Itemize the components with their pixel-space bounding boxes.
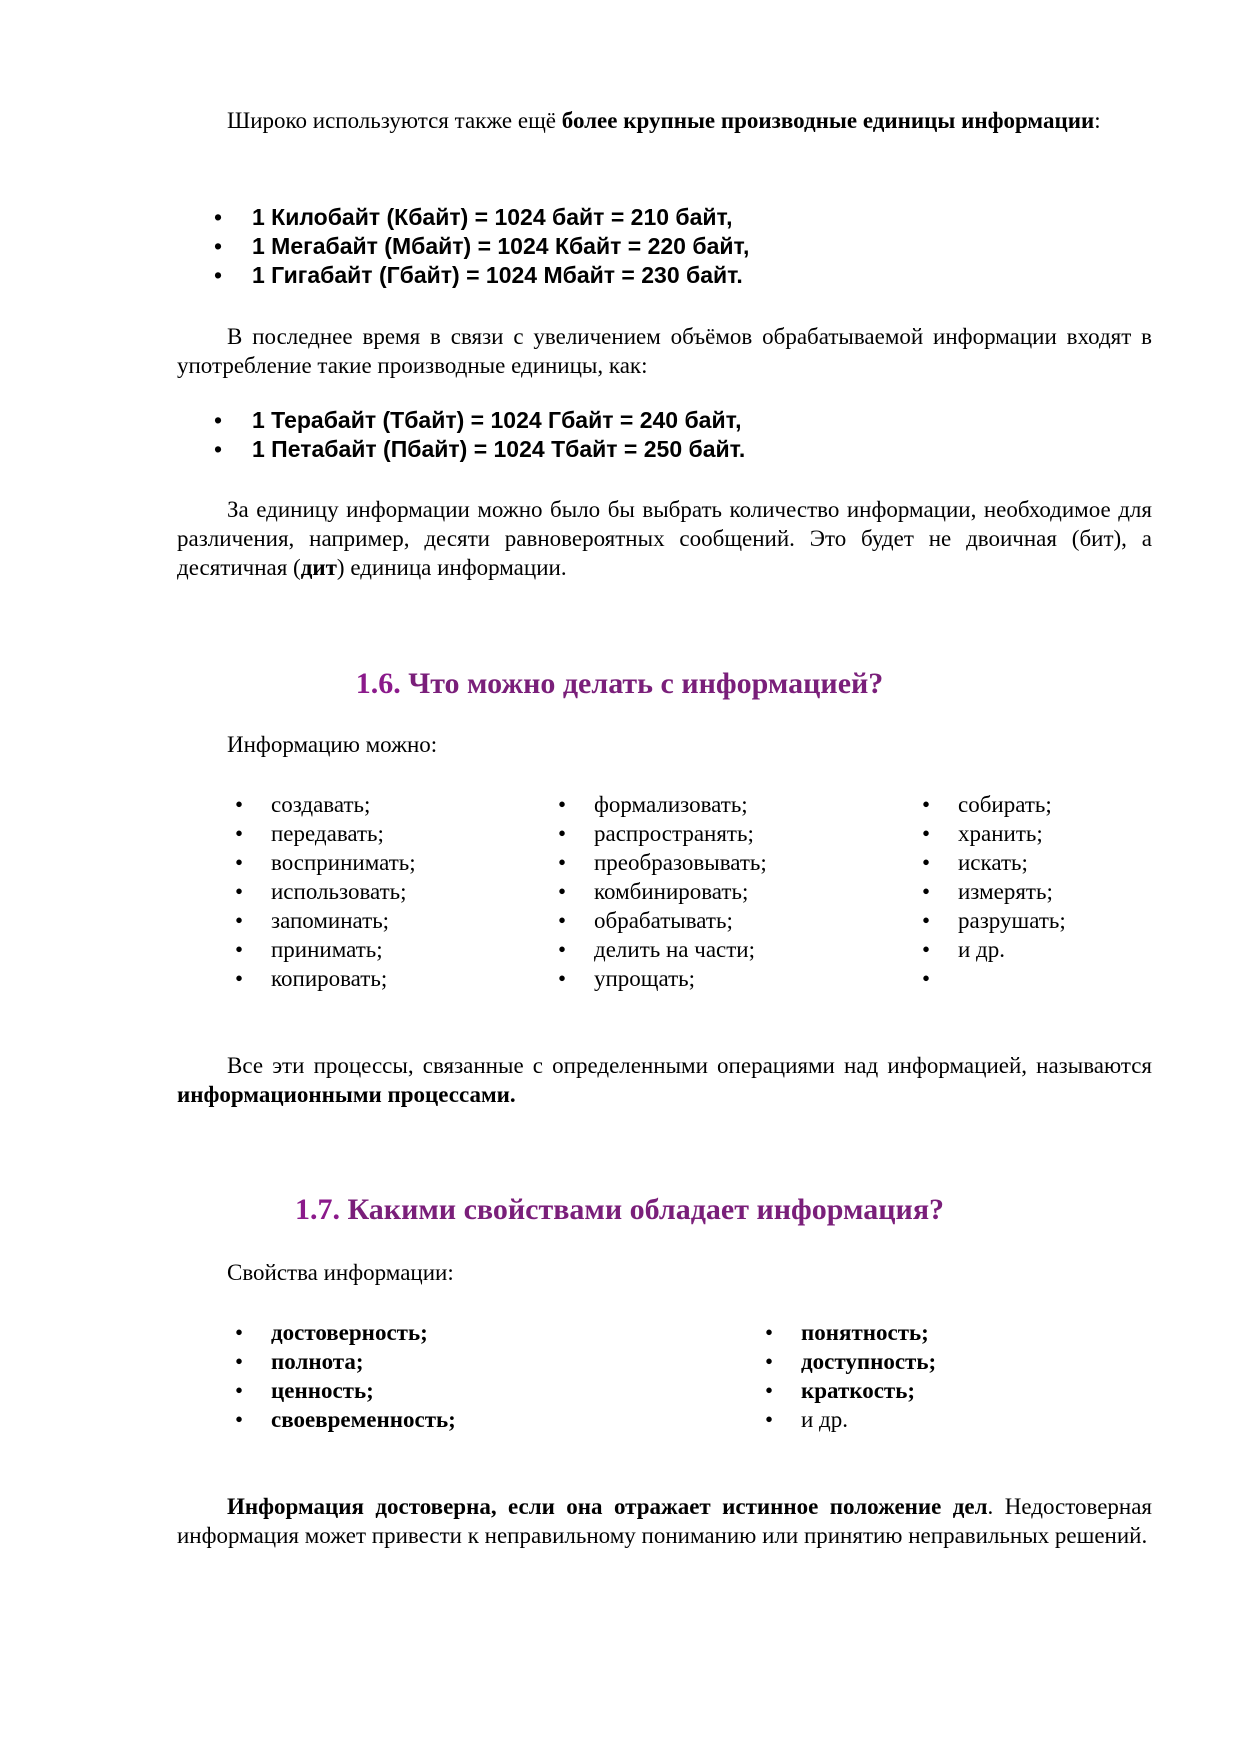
intro-text: Широко используются также ещё	[227, 108, 562, 133]
heading-title: Что можно делать с информацией?	[400, 667, 884, 700]
list-item-text: копировать;	[271, 966, 388, 991]
list-item-text: распространять;	[594, 821, 754, 846]
units-list-1	[210, 203, 1110, 290]
bullet-icon: •	[765, 1378, 774, 1403]
list-item-text: обрабатывать;	[594, 908, 733, 933]
heading-title: Какими свойствами обладает информация?	[339, 1193, 945, 1226]
list-item-text: искать;	[958, 850, 1028, 875]
list-item	[235, 1405, 456, 1434]
list-item-text: преобразовывать;	[594, 850, 767, 875]
bullet-icon: •	[922, 850, 931, 875]
list-item	[922, 877, 1066, 906]
list-item	[922, 935, 1066, 964]
bullet-icon: •	[765, 1349, 774, 1374]
list-item-text: ценность;	[271, 1378, 374, 1403]
bullet-icon: •	[558, 792, 567, 817]
reliable-text: . Недостоверная информация может привести к неправильному пониманию или принятию неправильных решений.	[177, 1494, 1153, 1548]
list-item	[235, 906, 416, 935]
bullet-icon: •	[558, 908, 567, 933]
bullet-icon: •	[558, 879, 567, 904]
list-item-text: 1 Терабайт (Тбайт) = 1024 Гбайт = 240 байт,	[252, 407, 742, 433]
list-item-text: комбинировать;	[594, 879, 749, 904]
list-item	[922, 906, 1066, 935]
list-item-text: передавать;	[271, 821, 384, 846]
list-item	[558, 877, 767, 906]
list-item-text: создавать;	[271, 792, 371, 817]
section-heading-1-7	[0, 1192, 1239, 1228]
list-item	[235, 964, 416, 993]
list-item	[922, 819, 1066, 848]
list-item	[210, 261, 1110, 290]
bullet-icon: •	[214, 436, 223, 462]
list-item-text: использовать;	[271, 879, 407, 904]
dit-paragraph	[177, 495, 1152, 582]
list-item-text: понятность;	[801, 1320, 929, 1345]
list-item	[558, 906, 767, 935]
bullet-icon: •	[214, 204, 223, 230]
actions-column-2	[558, 790, 767, 993]
list-item-text: краткость;	[801, 1378, 916, 1403]
dit-text-before: За единицу информации можно было бы выбрать количество информации, необходимое для различения, например, десяти равновероятных сообщений. Это будет не двоичная (бит), а десятичная (	[177, 497, 1152, 580]
list-item-text: разрушать;	[958, 908, 1066, 933]
list-item	[765, 1376, 936, 1405]
list-item-text: хранить;	[958, 821, 1043, 846]
list-item	[235, 848, 416, 877]
bullet-icon: •	[235, 908, 244, 933]
list-item-text: и др.	[801, 1407, 849, 1432]
processes-bold-text: информационными процессами.	[177, 1082, 516, 1107]
bullet-icon: •	[235, 1349, 244, 1374]
list-item	[922, 790, 1066, 819]
bullet-icon: •	[765, 1407, 774, 1432]
list-item	[235, 1318, 456, 1347]
list-item	[210, 435, 1110, 464]
list-item-text: измерять;	[958, 879, 1053, 904]
list-item	[235, 935, 416, 964]
list-item	[922, 848, 1066, 877]
list-item	[235, 790, 416, 819]
list-item-text: своевременность;	[271, 1407, 456, 1432]
bullet-icon: •	[922, 821, 931, 846]
list-item	[558, 790, 767, 819]
bullet-icon: •	[765, 1320, 774, 1345]
bullet-icon: •	[558, 966, 567, 991]
reliable-bold-text: Информация достоверна, если она отражает истинное положение дел	[227, 1494, 988, 1519]
list-item-text: полнота;	[271, 1349, 364, 1374]
list-item-text: принимать;	[271, 937, 383, 962]
reliable-paragraph	[177, 1492, 1152, 1550]
bullet-icon: •	[235, 850, 244, 875]
list-item	[558, 819, 767, 848]
list-item-text: доступность;	[801, 1349, 937, 1374]
bullet-icon: •	[235, 1320, 244, 1345]
list-item	[558, 935, 767, 964]
bullet-icon: •	[214, 262, 223, 288]
list-item	[235, 819, 416, 848]
processes-paragraph	[177, 1051, 1152, 1109]
bullet-icon: •	[922, 937, 931, 962]
heading-number: 1.7.	[294, 1193, 340, 1226]
bullet-icon: •	[235, 937, 244, 962]
bullet-icon: •	[235, 792, 244, 817]
list-item-text: 1 Килобайт (Кбайт) = 1024 байт = 210 байт,	[252, 204, 733, 230]
list-item-text: и др.	[958, 937, 1006, 962]
units-list-2	[210, 406, 1110, 464]
list-item	[210, 232, 1110, 261]
list-item-text: запоминать;	[271, 908, 390, 933]
dit-text-after: ) единица информации.	[336, 555, 567, 580]
list-item-text: собирать;	[958, 792, 1052, 817]
bullet-icon: •	[922, 792, 931, 817]
section-17-lead: Свойства информации:	[227, 1260, 454, 1285]
bullet-icon: •	[235, 879, 244, 904]
actions-column-3	[922, 790, 1066, 993]
list-item	[558, 848, 767, 877]
bullet-icon: •	[235, 821, 244, 846]
heading-number: 1.6.	[355, 667, 401, 700]
list-item	[235, 1376, 456, 1405]
list-item	[210, 203, 1110, 232]
list-item-text: 1 Мегабайт (Мбайт) = 1024 Кбайт = 220 байт,	[252, 233, 750, 259]
list-item-text: делить на части;	[594, 937, 755, 962]
actions-column-1	[235, 790, 416, 993]
list-item	[922, 964, 1066, 993]
bullet-icon: •	[235, 966, 244, 991]
bullet-icon: •	[922, 879, 931, 904]
list-item-text: 1 Петабайт (Пбайт) = 1024 Тбайт = 250 байт.	[252, 436, 746, 462]
properties-column-1	[235, 1318, 456, 1434]
dit-bold-text: дит	[300, 555, 337, 580]
bullet-icon: •	[235, 1378, 244, 1403]
list-item-text: 1 Гигабайт (Гбайт) = 1024 Мбайт = 230 байт.	[252, 262, 743, 288]
properties-column-2	[765, 1318, 936, 1434]
list-item-text: формализовать;	[594, 792, 748, 817]
list-item	[765, 1347, 936, 1376]
list-item-text: воспринимать;	[271, 850, 416, 875]
list-item	[558, 964, 767, 993]
bullet-icon: •	[558, 821, 567, 846]
list-item-text: упрощать;	[594, 966, 696, 991]
bullet-icon: •	[214, 233, 223, 259]
bullet-icon: •	[558, 850, 567, 875]
processes-text: Все эти процессы, связанные с определенными операциями над информацией, называются	[227, 1053, 1152, 1078]
bullet-icon: •	[922, 908, 931, 933]
section-heading-1-6	[0, 666, 1239, 702]
list-item	[235, 1347, 456, 1376]
intro-bold-text: более крупные производные единицы информации	[561, 108, 1095, 133]
bullet-icon: •	[558, 937, 567, 962]
recent-paragraph: В последнее время в связи с увеличением объёмов обрабатываемой информации входят в употребление такие производные единицы, как:	[177, 324, 1152, 378]
list-item	[210, 406, 1110, 435]
bullet-icon: •	[214, 407, 223, 433]
intro-paragraph	[177, 106, 1152, 135]
list-item	[765, 1405, 936, 1434]
intro-tail: :	[1094, 108, 1101, 133]
bullet-icon: •	[922, 966, 931, 991]
section-16-lead: Информацию можно:	[227, 732, 438, 757]
list-item-text: достоверность;	[271, 1320, 428, 1345]
bullet-icon: •	[235, 1407, 244, 1432]
list-item	[765, 1318, 936, 1347]
list-item	[235, 877, 416, 906]
